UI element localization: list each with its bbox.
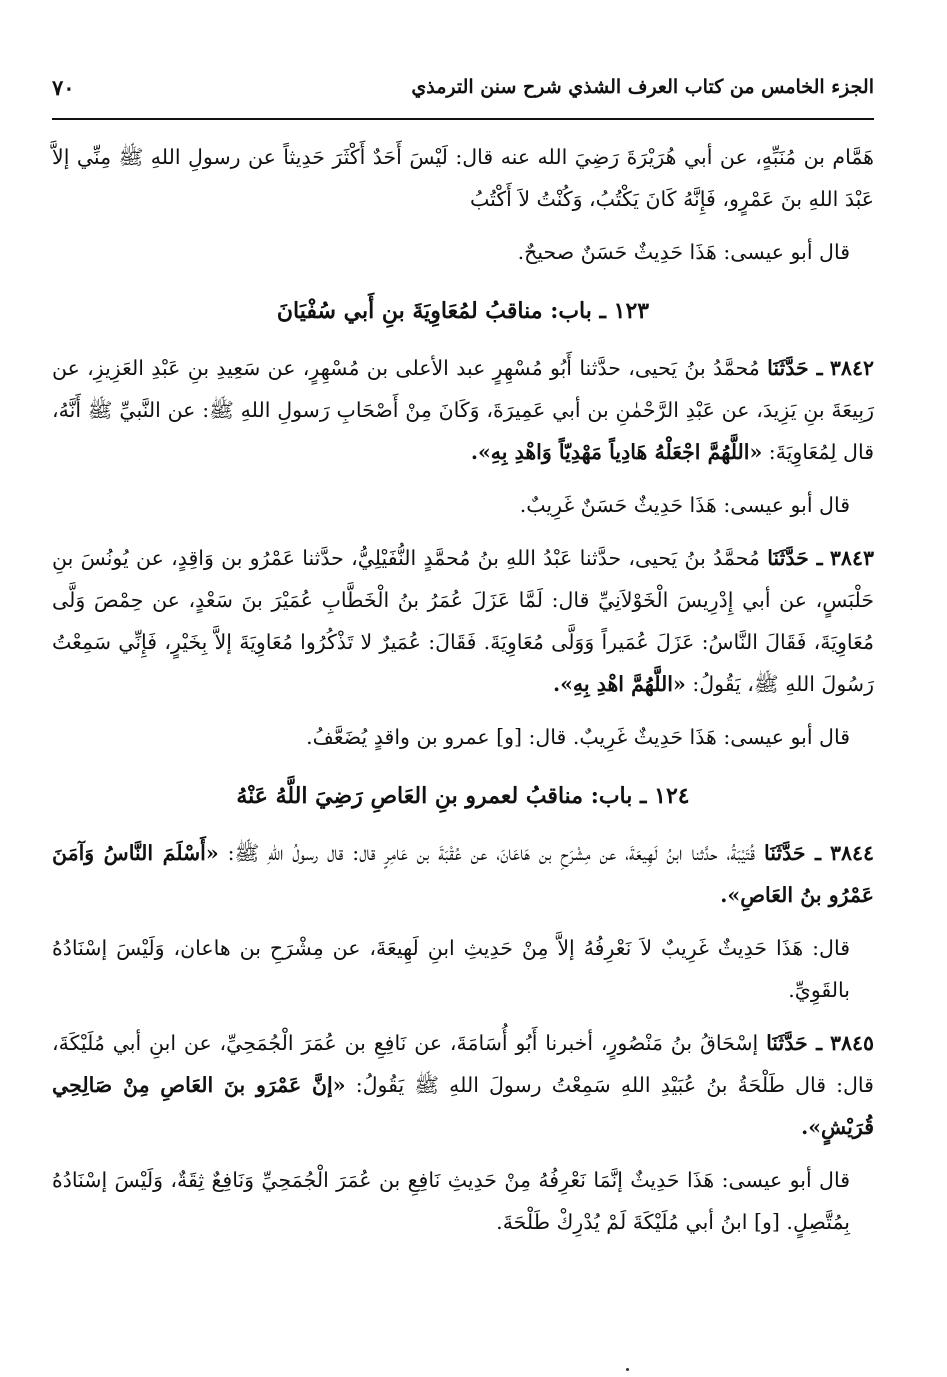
- running-title: الجزء الخامس من كتاب العرف الشذي شرح سنن الترمذي: [411, 76, 874, 98]
- hadith-number: ٣٨٤٣: [829, 546, 874, 570]
- abu-isa-comment: قال أبو عيسى: هَذَا حَدِيثٌ حَسَنٌ غَرِيبٌ.: [519, 493, 850, 517]
- hadith-3845: [52, 1022, 874, 1148]
- hadith-opening: ـ حَدَّثَنَا: [767, 356, 823, 380]
- hadith-opening: ـ حَدَّثَنَا: [766, 1031, 823, 1055]
- page-number: ٧٠: [52, 74, 75, 100]
- abu-isa-comment: قال أبو عيسى: هَذَا حَدِيثٌ إنَّمَا نَعْرِفُهُ مِنْ حَدِيثِ نَافِعِ بن عُمَرَ الْجُمَحِيِّ وَنَافِعٌ ثِقَةٌ، وَلَيْسَ إسْنَادُهُ بِمُتَّصِلٍ. [و] ابنُ أبي مُلَيْكَةَ لَمْ يُدْرِكْ طَلْحَةَ.: [52, 1168, 850, 1234]
- book-page: [52, 0, 874, 1377]
- abu-isa-comment: قال أبو عيسى: هَذَا حَدِيثٌ غَرِيبٌ. قال: [و] عمرو بن واقدٍ يُضَعَّفُ.: [306, 725, 850, 749]
- hadith-opening: ـ حَدَّثَنَا: [767, 546, 823, 570]
- hadith-text: قُتَيْبَةُ، حدَّثنا ابنُ لَهِيعَةَ، عن مِشْرَحِ بن هَاعَانَ، عن عُقْبَةَ بن عَامِرٍ قال: قال رسولُ اللهِ ﷺ:: [227, 841, 756, 865]
- hadith-3843: [52, 537, 874, 705]
- header-rule: [52, 118, 874, 120]
- hadith-number: ٣٨٤٤: [829, 841, 874, 865]
- hadith-3842: [52, 347, 874, 473]
- hadith-number: ٣٨٤٢: [829, 356, 874, 380]
- hadith-number: ٣٨٤٥: [829, 1031, 874, 1055]
- prophetic-quote: «اللَّهُمَّ اهْدِ بِهِ».: [552, 672, 686, 696]
- prophetic-quote: «أَسْلَمَ النَّاسُ وَآمَنَ عَمْرُو بنُ العَاصِ».: [52, 841, 874, 907]
- grading-comment: قال: هَذَا حَدِيثٌ غَرِيبٌ لاَ نَعْرِفُهُ إلاَّ مِنْ حَدِيثِ ابنِ لَهِيعَةَ، عن مِشْرَحِ بن هاعان، وَلَيْسَ إسْنَادُهُ بالقَوِيِّ.: [52, 936, 850, 1002]
- abu-isa-comment: قال أبو عيسى: هَذَا حَدِيثٌ حَسَنٌ صحيحٌ.: [517, 240, 850, 264]
- chapter-heading-123: ١٢٣ ـ باب: مناقبُ لمُعَاوِيَةَ بنِ أَبي سُفْيَانَ: [276, 298, 650, 324]
- page-body: [52, 136, 874, 1254]
- print-speck: [626, 1368, 629, 1371]
- chapter-heading-124: ١٢٤ ـ باب: مناقبُ لعمرو بنِ العَاصِ رَضِيَ اللَّهُ عَنْهُ: [236, 783, 690, 809]
- hadith-text: مُحمَّدُ بنُ يَحيى، حدَّثنا عَبْدُ اللهِ بنُ مُحمَّدٍ النُّفَيْلِيُّ، حدَّثنا عَمْرُو بن وَاقِدٍ، عن يُونُسَ بنِ حَلْبَسٍ، عن أبي إِدْرِيسَ الْخَوْلاَنِيِّ قال: لَمَّا عَزَلَ عُمَرُ بنُ الْخَطَّابِ عُمَيْرَ بنَ سَعْدٍ، عن حِمْصَ وَلَّى مُعَاوِيَةَ، فَقَالَ النَّاسُ: عَزَلَ عُمَيراً وَوَلَّى مُعَاوِيَةَ. فَقَالَ: عُمَيرٌ لا تَذْكُرُوا مُعَاوِيَةَ إلاَّ بِخَيْرٍ، فَإِنِّي سَمِعْتُ رَسُولَ اللهِ ﷺ، يَقُولُ:: [52, 546, 874, 696]
- prophetic-quote: «اللَّهُمَّ اجْعَلْهُ هَادِياً مَهْدِيّاً وَاهْدِ بِهِ».: [470, 440, 763, 464]
- hadith-3844: [52, 832, 874, 916]
- hadith-text: إسْحَاقُ بنُ مَنْصُورٍ، أخبرنا أَبُو أُسَامَةَ، عن نَافِعِ بن عُمَرَ الْجُمَحِيِّ، عن ابنِ أبي مُلَيْكَةَ، قال: قال طَلْحَةُ بنُ عُبَيْدِ اللهِ سَمِعْتُ رسولَ اللهِ ﷺ يَقُولُ:: [52, 1031, 874, 1097]
- page-header: [52, 70, 874, 104]
- hadith-opening: ـ حَدَّثَنَا: [763, 841, 822, 865]
- continuation-paragraph: هَمَّام بن مُنَبِّهٍ، عن أبي هُرَيْرَةَ رَضِيَ الله عنه قال: لَيْسَ أَحَدٌ أَكْثَرَ حَدِيثاً عن رسولِ اللهِ ﷺ مِنِّي إلاَّ عَبْدَ اللهِ بنَ عَمْرٍو، فَإِنَّهُ كَانَ يَكْتُبُ، وَكُنْتُ لاَ أَكْتُبُ: [52, 145, 874, 211]
- hadith-text: مُحمَّدُ بنُ يَحيى، حدَّثنا أَبُو مُسْهِرٍ عبد الأعلى بن مُسْهِرٍ، عن سَعِيدِ بنِ عَبْدِ العَزِيزِ، عن رَبِيعَةَ بنِ يَزِيدَ، عن عَبْدِ الرَّحْمٰنِ بن أبي عَمِيرَةَ، وَكَانَ مِنْ أَصْحَابِ رَسولِ اللهِ ﷺ: عن النَّبيِّ ﷺ أَنَّهُ، قال لِمُعَاوِيَةَ:: [52, 356, 874, 464]
- prophetic-quote: «إنَّ عَمْرَو بنَ العَاصِ مِنْ صَالِحِي قُرَيْشٍ».: [52, 1073, 874, 1139]
